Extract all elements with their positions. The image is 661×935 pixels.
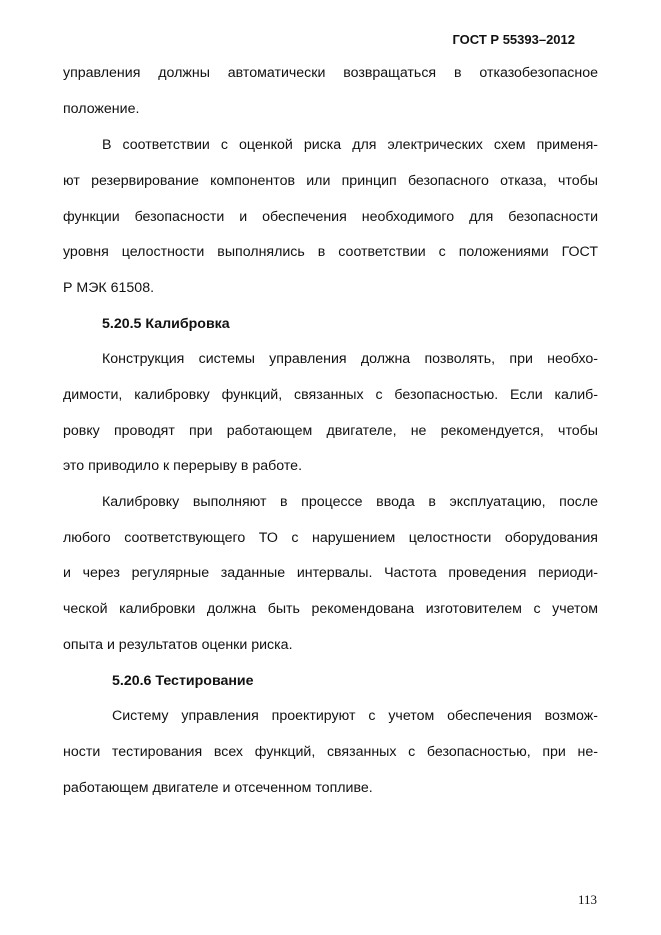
paragraph-line: положение.	[63, 101, 140, 117]
paragraph-line: работающем двигателе и отсеченном топливе.	[63, 780, 373, 796]
section-heading-calibration: 5.20.5 Калибровка	[102, 316, 230, 332]
paragraph-line: ровку проводят при работающем двигателе, не рекомендуется, чтобы	[63, 423, 598, 439]
paragraph-line: ют резервирование компонентов или принцип безопасного отказа, чтобы	[63, 173, 598, 189]
section-heading-testing: 5.20.6 Тестирование	[112, 673, 254, 689]
paragraph-line: любого соответствующего ТО с нарушением целостности оборудования	[63, 530, 598, 546]
paragraph-line: Систему управления проектируют с учетом обеспечения возмож-	[112, 708, 598, 724]
paragraph-line: и через регулярные заданные интервалы. Частота проведения периоди-	[63, 565, 598, 581]
paragraph-line: ности тестирования всех функций, связанных с безопасностью, при не-	[63, 744, 598, 760]
document-standard-header: ГОСТ Р 55393–2012	[452, 32, 575, 47]
paragraph-line: это приводило к перерыву в работе.	[63, 458, 303, 474]
paragraph-line: Конструкция системы управления должна позволять, при необхо-	[102, 351, 598, 367]
paragraph-line: функции безопасности и обеспечения необходимого для безопасности	[63, 209, 598, 225]
paragraph-line: димости, калибровку функций, связанных с безопасностью. Если калиб-	[63, 387, 598, 403]
paragraph-line: В соответствии с оценкой риска для электрических схем применя-	[102, 137, 598, 153]
paragraph-line: управления должны автоматически возвращаться в отказобезопасное	[63, 65, 598, 81]
page-number: 113	[577, 892, 597, 907]
paragraph-line: опыта и результатов оценки риска.	[63, 637, 293, 653]
paragraph-line: уровня целостности выполнялись в соответствии с положениями ГОСТ	[63, 244, 598, 260]
paragraph-line: Р МЭК 61508.	[63, 280, 155, 296]
paragraph-line: ческой калибровки должна быть рекомендована изготовителем с учетом	[63, 601, 598, 617]
paragraph-line: Калибровку выполняют в процессе ввода в эксплуатацию, после	[102, 494, 598, 510]
